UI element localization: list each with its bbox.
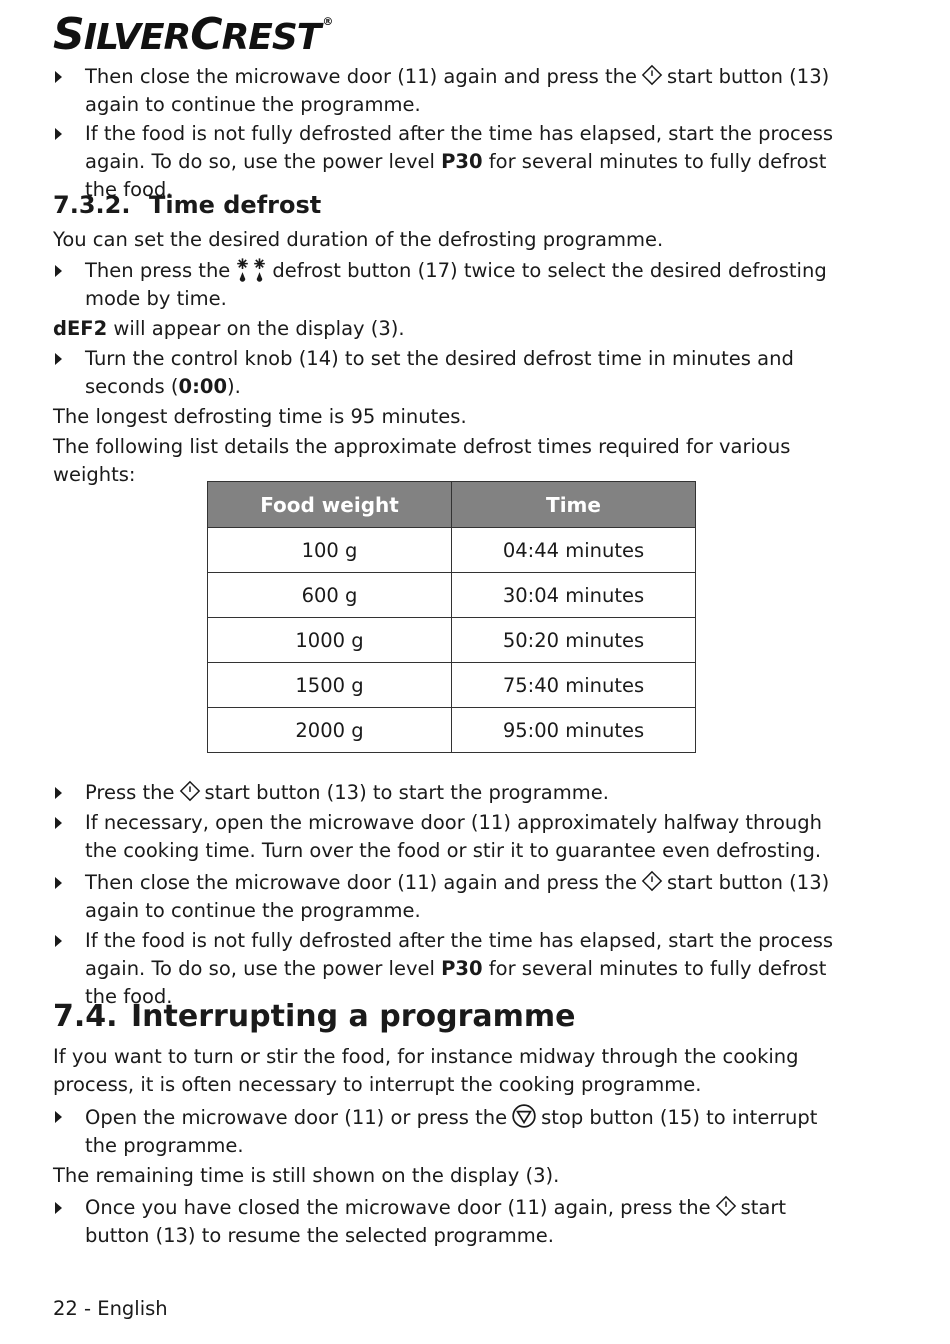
page-footer: 22 - English	[53, 1297, 168, 1320]
table-header-row	[208, 482, 696, 528]
stop-icon	[511, 1103, 537, 1129]
start-icon	[641, 870, 663, 892]
time-cell: 50:20 minutes	[452, 618, 696, 663]
bullet-not-defrosted: If the food is not fully defrosted after the time has elapsed, start the process again. To do so, use the power level P30 for several minutes to fully defrost the food.	[53, 120, 853, 204]
header-food-weight: Food weight	[208, 482, 452, 528]
intro-text: If you want to turn or stir the food, for instance midway through the cooking process, it is often necessary to interrupt the cooking programme.	[53, 1045, 799, 1096]
time-cell: 04:44 minutes	[452, 528, 696, 573]
section-7-4	[53, 999, 853, 1250]
def2-text: dEF2 will appear on the display (3).	[53, 317, 405, 340]
start-icon	[715, 1195, 737, 1217]
bullet-open-or-stop: Open the microwave door (11) or press the stop button (15) to interrupt the programme.	[53, 1103, 853, 1160]
table-row	[208, 573, 696, 618]
defrost-times-table	[207, 481, 696, 753]
header-time: Time	[452, 482, 696, 528]
time-cell: 95:00 minutes	[452, 708, 696, 753]
after-table-bullets	[53, 779, 853, 1011]
bullet-press-start: Press the start button (13) to start the programme.	[53, 779, 853, 807]
bullet-press-defrost: Then press the defrost button (17) twice to select the desired defrosting mode by time.	[53, 257, 853, 313]
weight-cell: 600 g	[208, 573, 452, 618]
table-row	[208, 708, 696, 753]
remaining-time-text: The remaining time is still shown on the display (3).	[53, 1164, 560, 1187]
table-row	[208, 528, 696, 573]
section-7-3-2	[53, 190, 853, 489]
bullet-open-door: If necessary, open the microwave door (11) approximately halfway through the cooking time. Turn over the food or stir it to guarantee even defrosting.	[53, 809, 853, 865]
start-icon	[641, 64, 663, 86]
bullet-turn-knob: Turn the control knob (14) to set the desired defrost time in minutes and seconds (0:00).	[53, 345, 853, 401]
bullet-close-door: Then close the microwave door (11) again and press the start button (13) again to continue the programme.	[53, 869, 853, 925]
weight-cell: 2000 g	[208, 708, 452, 753]
section-heading: 7.4. Interrupting a programme	[53, 999, 576, 1034]
time-cell: 30:04 minutes	[452, 573, 696, 618]
longest-time-text: The longest defrosting time is 95 minutes.	[53, 405, 467, 428]
table-row	[208, 618, 696, 663]
time-cell: 75:40 minutes	[452, 663, 696, 708]
weight-cell: 1500 g	[208, 663, 452, 708]
intro-text: You can set the desired duration of the defrosting programme.	[53, 228, 664, 251]
start-icon	[179, 780, 201, 802]
weight-cell: 1000 g	[208, 618, 452, 663]
weight-cell: 100 g	[208, 528, 452, 573]
brand-logo: SILVERCREST ®	[53, 9, 333, 60]
top-bullets	[53, 63, 853, 204]
section-heading: 7.3.2. Time defrost	[53, 191, 322, 219]
bullet-not-defrosted: If the food is not fully defrosted after the time has elapsed, start the process again. To do so, use the power level P30 for several minutes to fully defrost the food.	[53, 927, 853, 1011]
table-row	[208, 663, 696, 708]
following-list-text: The following list details the approximate defrost times required for various weights:	[53, 435, 791, 486]
bullet-close-door: Then close the microwave door (11) again and press the start button (13) again to continue the programme.	[53, 63, 853, 119]
bullet-resume: Once you have closed the microwave door (11) again, press the start button (13) to resume the selected programme.	[53, 1194, 853, 1250]
defrost-icon	[234, 257, 268, 283]
